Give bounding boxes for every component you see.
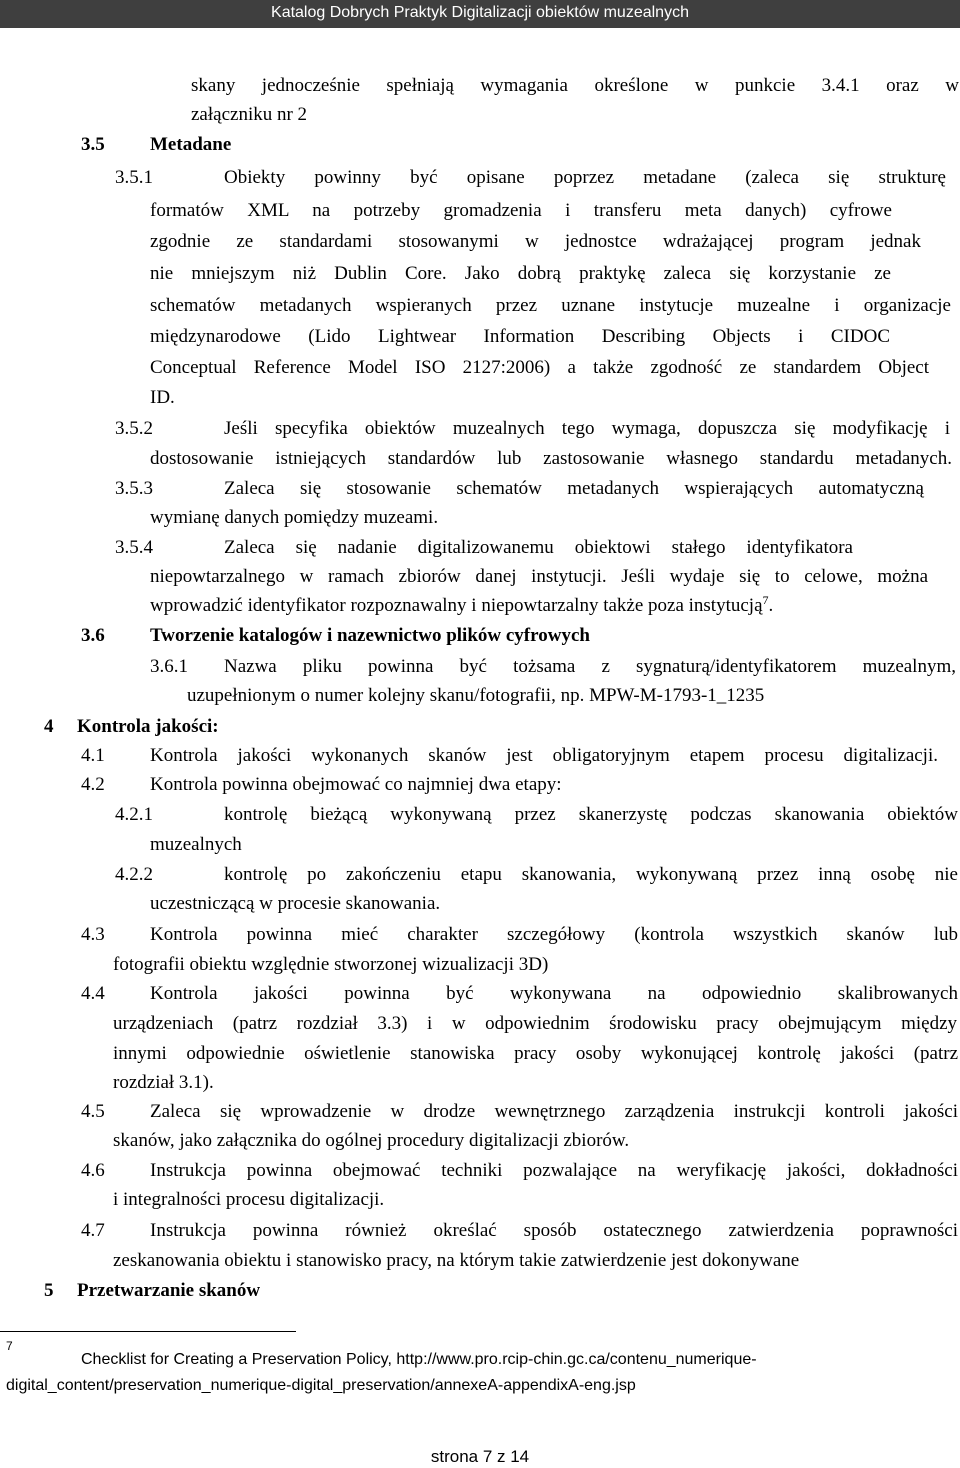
page-header: Katalog Dobrych Praktyk Digitalizacji obiektów muzealnych bbox=[0, 0, 960, 28]
text-line: nie mniejszym niż Dublin Core. Jako dobrą praktykę zaleca się korzystanie ze bbox=[150, 263, 891, 284]
section-title: Kontrola jakości: bbox=[77, 716, 219, 737]
text-line: urządzeniach (patrz rozdział 3.3) i w odpowiednim środowisku pracy obejmującym między bbox=[113, 1013, 957, 1034]
item-text: Zaleca się stosowanie schematów metadanych wspierających automatyczną bbox=[224, 478, 924, 499]
item-text: Jeśli specyfika obiektów muzealnych tego wymaga, dopuszcza się modyfikację i bbox=[224, 418, 950, 439]
footnote-marker: 7 bbox=[6, 1339, 13, 1353]
item-number: 3.5.3 bbox=[115, 478, 153, 499]
item-text: kontrolę bieżącą wykonywaną przez skanerzystę podczas skanowania obiektów bbox=[224, 804, 958, 825]
text-line: muzealnych bbox=[150, 834, 242, 855]
footnote-reference[interactable]: 7 bbox=[762, 593, 769, 607]
item-number: 4.5 bbox=[81, 1101, 105, 1122]
section-title: Tworzenie katalogów i nazewnictwo plików cyfrowych bbox=[150, 625, 590, 646]
item-text: Kontrola powinna obejmować co najmniej dwa etapy: bbox=[150, 774, 562, 795]
text-line: innymi odpowiednie oświetlenie stanowiska pracy osoby wykonującej kontrolę jakości (patrz bbox=[113, 1043, 958, 1064]
text-line: formatów XML na potrzeby gromadzenia i transferu meta danych) cyfrowe bbox=[150, 200, 892, 221]
text-line: niepowtarzalnego w ramach zbiorów danej instytucji. Jeśli wydaje się to celowe, można bbox=[150, 566, 928, 587]
text-line: wymianę danych pomiędzy muzeami. bbox=[150, 507, 439, 528]
item-number: 3.5.4 bbox=[115, 537, 153, 558]
item-text: Kontrola jakości powinna być wykonywana na odpowiednio skalibrowanych bbox=[150, 983, 958, 1004]
text-line: uczestniczącą w procesie skanowania. bbox=[150, 893, 441, 914]
text-line: skany jednocześnie spełniają wymagania określone w punkcie 3.4.1 oraz w bbox=[191, 75, 959, 96]
text-line: uzupełnionym o numer kolejny skanu/fotografii, np. MPW-M-1793-1_1235 bbox=[187, 685, 765, 706]
item-text: Kontrola jakości wykonanych skanów jest obligatoryjnym etapem procesu digitalizacji. bbox=[150, 745, 938, 766]
item-text: Nazwa pliku powinna być tożsama z sygnaturą/identyfikatorem muzealnym, bbox=[224, 656, 956, 677]
text-line: schematów metadanych wspieranych przez uznane instytucje muzealne i organizacje bbox=[150, 295, 951, 316]
text-line: skanów, jako załącznika do ogólnej procedury digitalizacji zbiorów. bbox=[113, 1130, 630, 1151]
item-number: 4.6 bbox=[81, 1160, 105, 1181]
item-number: 4.2.1 bbox=[115, 804, 153, 825]
footnote-text[interactable]: Checklist for Creating a Preservation Policy, http://www.pro.rcip-chin.gc.ca/contenu_numerique- bbox=[81, 1351, 757, 1368]
item-number: 4.3 bbox=[81, 924, 105, 945]
item-number: 3.5.1 bbox=[115, 167, 153, 188]
section-number: 3.6 bbox=[81, 625, 105, 646]
section-title: Metadane bbox=[150, 134, 232, 155]
text-line: zgodnie ze standardami stosowanymi w jednostce wdrażającej program jednak bbox=[150, 231, 921, 252]
text-line: ID. bbox=[150, 387, 175, 408]
text-line: rozdział 3.1). bbox=[113, 1072, 214, 1093]
text-line: fotografii obiektu względnie stworzonej wizualizacji 3D) bbox=[113, 954, 549, 975]
text-line: dostosowanie istniejących standardów lub zastosowanie własnego standardu metadanych. bbox=[150, 448, 952, 469]
item-number: 3.6.1 bbox=[150, 656, 188, 677]
text-line: międzynarodowe (Lido Lightwear Information Describing Objects i CIDOC bbox=[150, 326, 890, 347]
item-number: 4.2.2 bbox=[115, 864, 153, 885]
section-title: Przetwarzanie skanów bbox=[77, 1280, 261, 1301]
item-text: Instrukcja powinna obejmować techniki pozwalające na weryfikację jakości, dokładności bbox=[150, 1160, 958, 1181]
item-number: 4.4 bbox=[81, 983, 105, 1004]
item-number: 4.7 bbox=[81, 1220, 105, 1241]
text-line: Conceptual Reference Model ISO 2127:2006) a także zgodność ze standardem Object bbox=[150, 357, 929, 378]
text-line: zeskanowania obiektu i stanowisko pracy, na którym takie zatwierdzenie jest dokonywane bbox=[113, 1250, 800, 1271]
item-number: 4.2 bbox=[81, 774, 105, 795]
text-line-with-footnote: wprowadzić identyfikator rozpoznawalny i niepowtarzalny także poza instytucją$^7$. bbox=[150, 593, 774, 616]
text-line: i integralności procesu digitalizacji. bbox=[113, 1189, 385, 1210]
item-number: 4.1 bbox=[81, 745, 105, 766]
item-number: 3.5.2 bbox=[115, 418, 153, 439]
section-number: 4 bbox=[44, 716, 54, 737]
text-line: załączniku nr 2 bbox=[191, 104, 308, 125]
section-number: 3.5 bbox=[81, 134, 105, 155]
page-number: strona 7 z 14 bbox=[430, 1447, 530, 1466]
item-text: kontrolę po zakończeniu etapu skanowania, wykonywaną przez inną osobę nie bbox=[224, 864, 958, 885]
footnote-text[interactable]: digital_content/preservation_numerique-digital_preservation/annexeA-appendixA-eng.jsp bbox=[6, 1377, 636, 1394]
section-number: 5 bbox=[44, 1280, 54, 1301]
footnote-rule bbox=[0, 1331, 296, 1332]
item-text: Zaleca się wprowadzenie w drodze wewnętrznego zarządzenia instrukcji kontroli jakości bbox=[150, 1101, 958, 1122]
item-text: Kontrola powinna mieć charakter szczegółowy (kontrola wszystkich skanów lub bbox=[150, 924, 958, 945]
item-text: Obiekty powinny być opisane poprzez metadane (zaleca się strukturę bbox=[224, 167, 946, 188]
text-line: wprowadzić identyfikator rozpoznawalny i niepowtarzalny także poza instytucją bbox=[150, 595, 763, 616]
item-text: Instrukcja powinna również określać sposób ostatecznego zatwierdzenia poprawności bbox=[150, 1220, 958, 1241]
item-text: Zaleca się nadanie digitalizowanemu obiektowi stałego identyfikatora bbox=[224, 537, 853, 558]
